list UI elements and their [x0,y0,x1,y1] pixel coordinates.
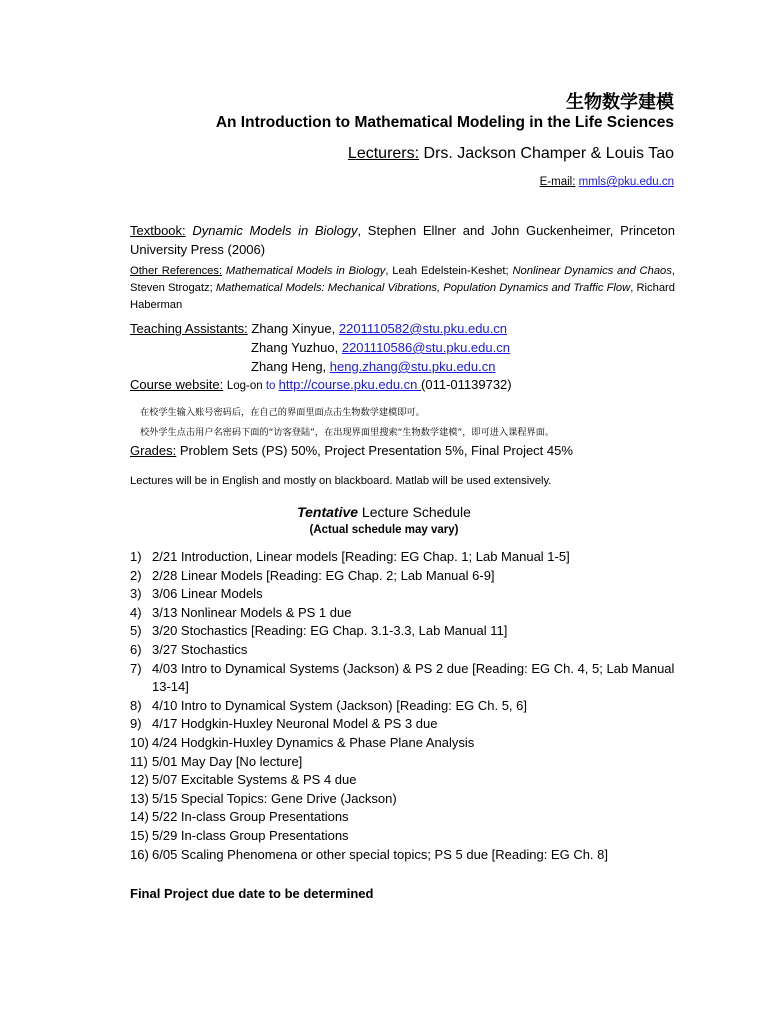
schedule-item-number: 10) [130,734,149,750]
ta-email-link[interactable]: 2201110582@stu.pku.edu.cn [338,321,507,336]
textbook-paragraph [130,221,675,259]
schedule-item-number: 12) [130,772,149,788]
reference-3-title: Mathematical Models: Mechanical Vibrations, Population Dynamics and Traffic Flow [215,282,631,294]
schedule-item-text: 5/22 In-class Group Presentations [152,809,349,825]
schedule-item [130,846,675,865]
language-note: Lectures will be in English and mostly on blackboard. Matlab will be used extensively. [130,475,552,487]
ta-name: Zhang Yuzhuo, [251,340,342,355]
schedule-item-text: 5/15 Special Topics: Gene Drive (Jackson) [152,790,397,806]
schedule-item [130,622,675,641]
schedule-item-number: 9) [130,716,142,732]
schedule-title-italic: Tentative [297,504,359,520]
schedule-item-text: 2/28 Linear Models [Reading: EG Chap. 2; Lab Manual 6-9] [152,567,495,583]
course-code: (011-01139732) [421,377,512,392]
reference-1-title: Mathematical Models in Biology [225,265,386,277]
reference-2-author: , Steven Strogatz; [130,265,675,294]
schedule-item-text: 3/13 Nonlinear Models & PS 1 due [152,604,352,620]
schedule-item-text: 6/05 Scaling Phenomena or other special topics; PS 5 due [Reading: EG Ch. 8] [152,846,608,862]
course-website-line [130,377,512,392]
schedule-item-number: 15) [130,827,149,843]
schedule-item [130,548,675,567]
schedule-item-number: 13) [130,790,149,806]
schedule-item [130,585,675,604]
ta-email-link[interactable]: 2201110586@stu.pku.edu.cn [341,340,510,355]
email-link[interactable]: mmls@pku.edu.cn [578,176,674,188]
login-note-internal: 在校学生输入账号密码后，在自己的界面里面点击生物数学建模即可。 [140,407,425,418]
schedule-item-number: 16) [130,846,149,862]
schedule-item [130,660,675,697]
schedule-item-number: 4) [130,604,142,620]
ta-row-3 [251,359,496,374]
schedule-item [130,734,675,753]
schedule-item-text: 4/03 Intro to Dynamical Systems (Jackson) & PS 2 due [Reading: EG Ch. 4, 5; Lab Manual 13-14] [152,660,675,695]
schedule-item-text: 4/10 Intro to Dynamical System (Jackson) [Reading: EG Ch. 5, 6] [152,697,527,713]
ta-row-2 [251,340,510,355]
ta-row-1 [130,321,507,336]
schedule-item-number: 3) [130,586,142,602]
ta-name: Zhang Heng, [251,359,330,374]
schedule-item-number: 14) [130,809,149,825]
schedule-item [130,753,675,772]
schedule-item-number: 6) [130,641,142,657]
reference-3-author: , Richard Haberman [130,282,675,311]
reference-1-author: , Leah Edelstein-Keshet; [385,265,513,277]
to-text: to [262,380,279,392]
ta-email-link[interactable]: heng.zhang@stu.pku.edu.cn [329,359,496,374]
email-line [540,176,674,188]
schedule-item-text: 5/29 In-class Group Presentations [152,827,349,843]
login-note-external: 校外学生点击用户名密码下面的“访客登陆”，在出现界面里搜索“生物数学建模”，即可进入课程界面。 [140,427,555,438]
schedule-item [130,715,675,734]
schedule-item [130,771,675,790]
log-on-text: Log-on [226,380,263,392]
email-label: E-mail: [539,176,576,188]
schedule-item-number: 8) [130,697,142,713]
grades-label: Grades: [130,443,177,458]
schedule-item [130,808,675,827]
course-title-chinese: 生物数学建模 [566,92,674,113]
schedule-item [130,697,675,716]
schedule-item-text: 5/01 May Day [No lecture] [152,753,303,769]
textbook-details: , Stephen Ellner and John Guckenheimer, Princeton University Press (2006) [130,223,675,257]
reference-2-title: Nonlinear Dynamics and Chaos [512,265,672,277]
schedule-item [130,567,675,586]
schedule-title [0,504,768,520]
grades-text: Problem Sets (PS) 50%, Project Presentation 5%, Final Project 45% [176,443,573,458]
schedule-item [130,827,675,846]
schedule-item [130,604,675,623]
schedule-item-text: 2/21 Introduction, Linear models [Reading: EG Chap. 1; Lab Manual 1-5] [152,549,570,564]
schedule-title-rest: Lecture Schedule [358,504,471,520]
other-references-paragraph [130,263,675,314]
final-project-note: Final Project due date to be determined [130,886,374,901]
course-website-label: Course website: [130,377,224,392]
schedule-item-number: 2) [130,567,142,583]
lecturers-line [348,145,674,163]
schedule-item-text: 4/24 Hodgkin-Huxley Dynamics & Phase Plane Analysis [152,734,475,750]
textbook-title: Dynamic Models in Biology [192,223,358,238]
schedule-item-text: 3/20 Stochastics [Reading: EG Chap. 3.1-3.3, Lab Manual 11] [152,623,508,639]
schedule-item-number: 5) [130,623,142,639]
schedule-item-text: 5/07 Excitable Systems & PS 4 due [152,772,357,788]
schedule-item-number: 7) [130,660,142,676]
schedule-list [130,548,675,864]
schedule-subtitle: (Actual schedule may vary) [309,524,459,536]
schedule-item-number: 11) [130,753,148,769]
schedule-item [130,790,675,809]
schedule-item [130,641,675,660]
grades-line [130,443,573,458]
lecturers-names: Drs. Jackson Champer & Louis Tao [423,145,674,162]
lecturers-label: Lecturers: [347,145,420,162]
schedule-item-text: 3/06 Linear Models [152,586,263,602]
schedule-item-number: 1) [130,549,142,564]
textbook-label: Textbook: [130,223,186,238]
course-website-link[interactable]: http://course.pku.edu.cn [278,377,422,392]
schedule-item-text: 3/27 Stochastics [152,641,248,657]
other-references-label: Other References: [130,265,223,277]
ta-name: Zhang Xinyue, [251,321,339,336]
schedule-item-text: 4/17 Hodgkin-Huxley Neuronal Model & PS 3 due [152,716,438,732]
teaching-assistants-label: Teaching Assistants: [130,321,248,336]
course-title-english: An Introduction to Mathematical Modeling in the Life Sciences [215,114,674,131]
